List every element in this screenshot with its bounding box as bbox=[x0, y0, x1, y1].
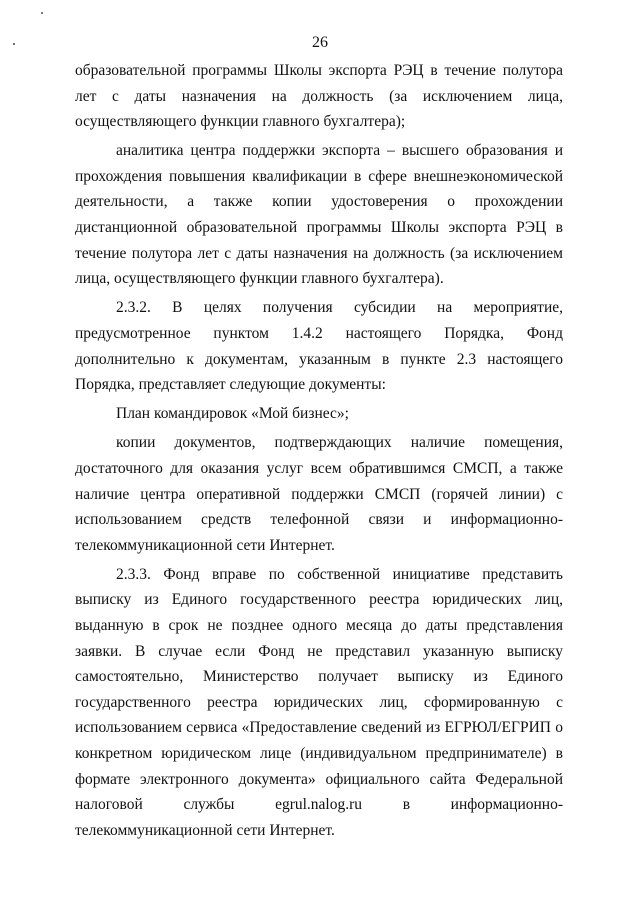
paragraph: копии документов, подтверждающих наличие помещения, достаточного для оказания услуг всем обратившимся СМСП, а также наличие центра оперативной поддержки СМСП (горячей линии) с использованием средств телефонной связи и информационно-телекоммуникационной сети Интернет. bbox=[75, 434, 563, 554]
document-body bbox=[75, 58, 563, 847]
paragraph: образовательной программы Школы экспорта РЭЦ в течение полутора лет с даты назначения на должность (за исключением лица, осуществляющего функции главного бухгалтера); bbox=[75, 62, 563, 131]
paragraph: План командировок «Мой бизнес»; bbox=[116, 405, 349, 423]
paragraph: 2.3.3. Фонд вправе по собственной инициативе представить выписку из Единого государственного реестра юридических лиц, выданную в срок не позднее одного месяца до даты представления заявки. В случае если Фонд не представил указанную выписку самостоятельно, Министерство получает выписку из Единого государственного реестра юридических лиц, сформированную с использованием сервиса «Предоставление сведений из ЕГРЮЛ/ЕГРИП о конкретном юридическом лице (индивидуальном предпринимателе) в формате электронного документа» официального сайта Федеральной налоговой службы egrul.nalog.ru в информационно-телекоммуникационной сети Интернет. bbox=[75, 565, 563, 839]
paragraph: аналитика центра поддержки экспорта – высшего образования и прохождения повышения квалификации в сфере внешнеэкономической деятельности, а также копии удостоверения о прохождении дистанционной образовательной программы Школы экспорта РЭЦ в течение полутора лет с даты назначения на должность (за исключением лица, осуществляющего функции главного бухгалтера). bbox=[75, 142, 563, 288]
paragraph: 2.3.2. В целях получения субсидии на мероприятие, предусмотренное пунктом 1.4.2 настоящего Порядка, Фонд дополнительно к документам, указанным в пункте 2.3 настоящего Порядка, представляет следующие документы: bbox=[75, 299, 563, 394]
scan-speck bbox=[41, 12, 43, 14]
page-number: 26 bbox=[312, 34, 328, 51]
